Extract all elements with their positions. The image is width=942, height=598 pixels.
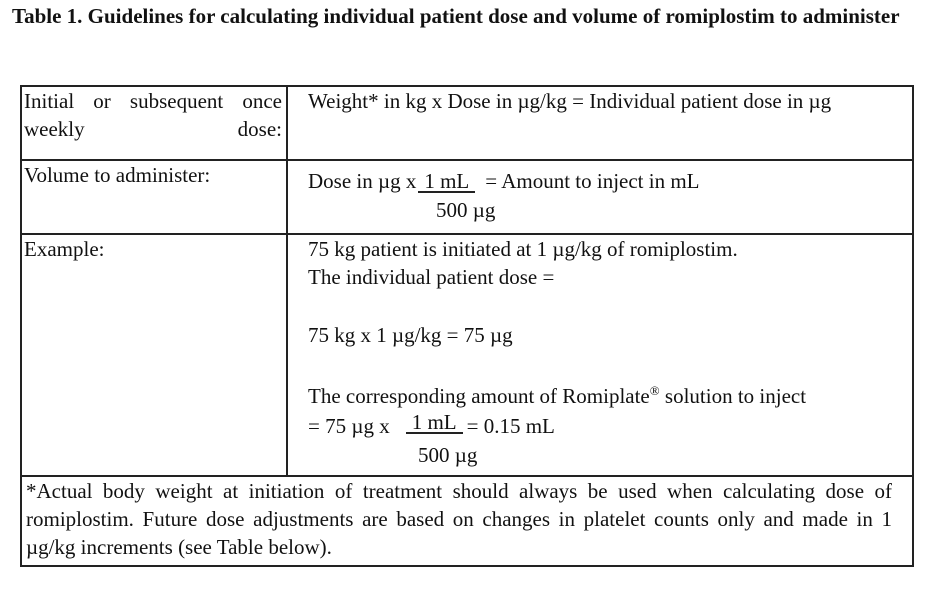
example-denominator: 500 µg <box>418 443 478 467</box>
volume-prefix: Dose in µg x <box>308 169 417 193</box>
example-line-5-result: = 0.15 mL <box>466 414 555 438</box>
volume-formula <box>308 167 904 195</box>
example-line-5-prefix: = 75 µg x <box>308 414 390 438</box>
volume-label-cell <box>21 160 287 234</box>
volume-label: Volume to administer: <box>24 163 211 187</box>
dose-label-cell <box>21 86 287 160</box>
example-numerator: 1 mL <box>406 412 463 434</box>
footnote-cell <box>21 476 913 566</box>
registered-mark: ® <box>649 383 660 398</box>
example-label-cell <box>21 234 287 476</box>
table-row-footnote <box>21 476 913 566</box>
dose-formula: Weight* in kg x Dose in µg/kg = Individual patient dose in µg <box>308 89 832 113</box>
dose-label: Initial or subsequent once weekly dose: <box>24 89 282 141</box>
example-line-4 <box>308 377 904 410</box>
volume-result: = Amount to inject in mL <box>485 169 700 193</box>
volume-numerator: 1 mL <box>418 171 475 193</box>
example-label: Example: <box>24 237 105 261</box>
volume-formula-cell <box>287 160 913 234</box>
table-row-dose <box>21 86 913 160</box>
example-line-2: The individual patient dose = <box>308 265 555 289</box>
example-line-3: 75 kg x 1 µg/kg = 75 µg <box>308 323 513 347</box>
table-row-example <box>21 234 913 476</box>
example-line-5 <box>308 412 904 440</box>
volume-denominator: 500 µg <box>436 198 496 222</box>
table-title: Table 1. Guidelines for calculating individual patient dose and volume of romiplostim to administer <box>12 4 900 28</box>
footnote-text: *Actual body weight at initiation of treatment should always be used when calculating dose of romiplostim. Future dose adjustments are based on changes in platelet counts only and made in 1 µg/kg increments (see Table below). <box>26 479 892 559</box>
dose-guidelines-table <box>20 85 914 567</box>
example-cell <box>287 234 913 476</box>
example-line-1: 75 kg patient is initiated at 1 µg/kg of romiplostim. <box>308 237 738 261</box>
table-row-volume <box>21 160 913 234</box>
example-line-4-suffix: solution to inject <box>659 384 807 408</box>
example-line-4-text: The corresponding amount of Romiplate <box>308 384 650 408</box>
dose-formula-cell <box>287 86 913 160</box>
